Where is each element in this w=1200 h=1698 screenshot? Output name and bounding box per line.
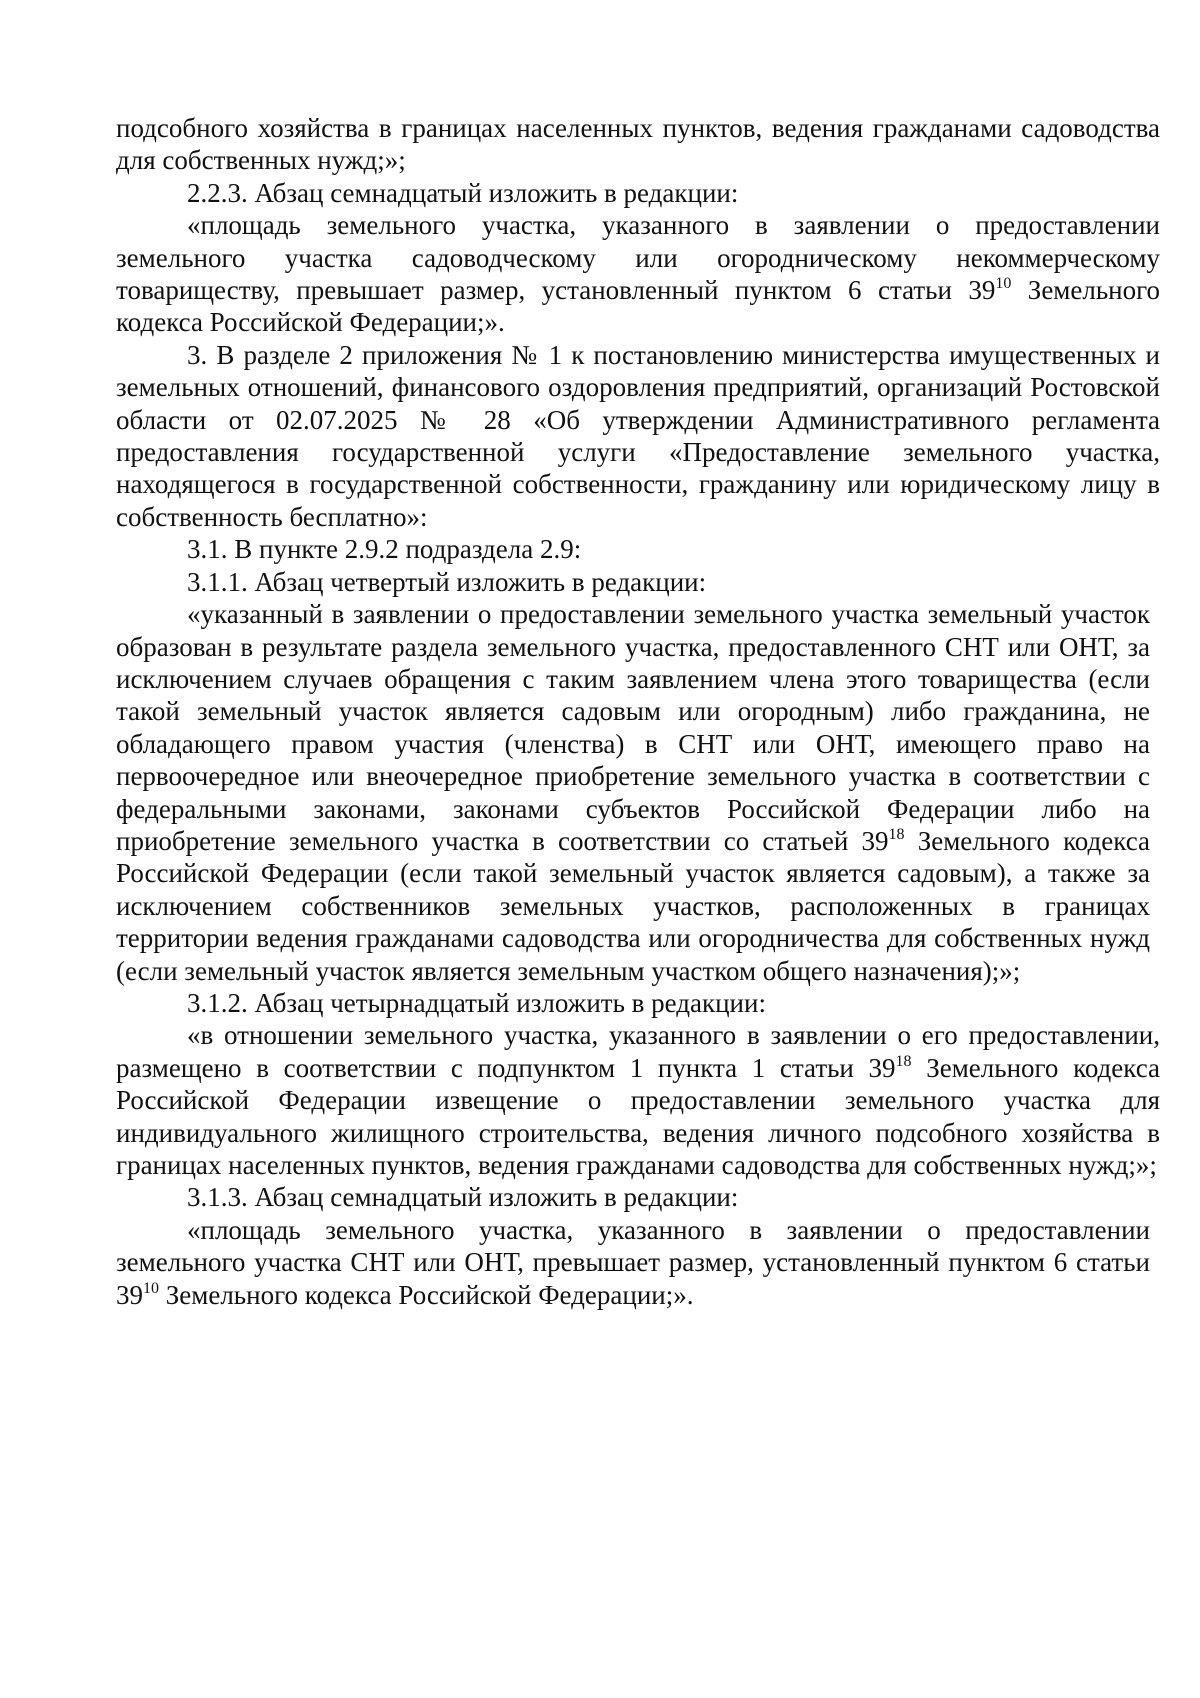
paragraph-text: подсобного хозяйства в границах населенных пунктов, ведения гражданами садоводства для собственных нужд;»; bbox=[116, 113, 1160, 176]
paragraph-p10 bbox=[116, 1181, 1160, 1213]
paragraph-text: «площадь земельного участка, указанного в заявлении о предоставлении земельного участка садоводческому или огородническому некоммерческому товариществу, превышает размер, установленный пунктом 6 статьи 39 bbox=[116, 210, 1160, 306]
paragraph-text: «указанный в заявлении о предоставлении земельного участка земельный участок образован в результате раздела земельного участка, предоставленного СНТ или ОНТ, за исключением случаев обращения с таким заявлением члена этого товарищества (если такой земельный участок является садовым или огородным) либо гражданина, не обладающего правом участия (членства) в СНТ или ОНТ, имеющего право на первоочередное или внеочередное приобретение земельного участка в соответствии с федеральными законами, законами субъектов Российской Федерации либо на приобретение земельного участка в соответствии со статьей 39 bbox=[116, 599, 1150, 856]
paragraph-p1 bbox=[116, 112, 1160, 177]
document-page bbox=[116, 112, 1160, 1311]
paragraph-p4 bbox=[116, 339, 1160, 533]
paragraph-text: Земельного кодекса Российской Федерации;». bbox=[116, 275, 1161, 338]
paragraph-text: 3.1.2. Абзац четырнадцатый изложить в редакции: bbox=[187, 987, 766, 1018]
superscript: 10 bbox=[995, 275, 1012, 293]
paragraph-p6 bbox=[116, 566, 1160, 598]
paragraph-p3 bbox=[116, 209, 1160, 339]
paragraph-text: 3.1. В пункте 2.9.2 подраздела 2.9: bbox=[187, 534, 582, 565]
superscript: 18 bbox=[888, 825, 905, 843]
paragraph-p2 bbox=[116, 177, 1160, 209]
paragraph-p9 bbox=[116, 1019, 1160, 1181]
paragraph-text: Земельного кодекса Российской Федерации (если такой земельный участок является садовым), а также за исключением собственников земельных участков, расположенных в границах территории ведения гражданами садоводства или огородничества для собственных нужд (если земельный участок является земельным участком общего назначения);»; bbox=[116, 825, 1150, 986]
paragraph-p8 bbox=[116, 987, 1160, 1019]
paragraph-text: 3.1.3. Абзац семнадцатый изложить в редакции: bbox=[187, 1182, 739, 1213]
paragraph-text: 2.2.3. Абзац семнадцатый изложить в редакции: bbox=[187, 177, 739, 208]
paragraph-text: 3.1.1. Абзац четвертый изложить в редакции: bbox=[187, 566, 707, 597]
paragraph-text: Земельного кодекса Российской Федерации;». bbox=[159, 1279, 694, 1310]
paragraph-text: Земельного кодекса Российской Федерации извещение о предоставлении земельного участка для индивидуального жилищного строительства, ведения личного подсобного хозяйства в границах населенных пунктов, ведения гражданами садоводства для собственных нужд;»; bbox=[116, 1052, 1161, 1180]
superscript: 18 bbox=[895, 1052, 912, 1070]
paragraph-p11 bbox=[116, 1214, 1150, 1311]
paragraph-p5 bbox=[116, 533, 1160, 565]
superscript: 10 bbox=[143, 1279, 159, 1297]
paragraph-text: 3. В разделе 2 приложения № 1 к постановлению министерства имущественных и земельных отношений, финансового оздоровления предприятий, организаций Ростовской области от 02.07.2025 № 28 «Об утверждении Административного регламента предоставления государственной услуги «Предоставление земельного участка, находящегося в государственной собственности, гражданину или юридическому лицу в собственность бесплатно»: bbox=[116, 339, 1160, 532]
paragraph-text: «в отношении земельного участка, указанного в заявлении о его предоставлении, размещено в соответствии с подпунктом 1 пункта 1 статьи 39 bbox=[116, 1020, 1160, 1083]
paragraph-p7 bbox=[116, 598, 1150, 987]
paragraph-text: «площадь земельного участка, указанного в заявлении о предоставлении земельного участка СНТ или ОНТ, превышает размер, установленный пунктом 6 статьи 39 bbox=[116, 1214, 1150, 1310]
